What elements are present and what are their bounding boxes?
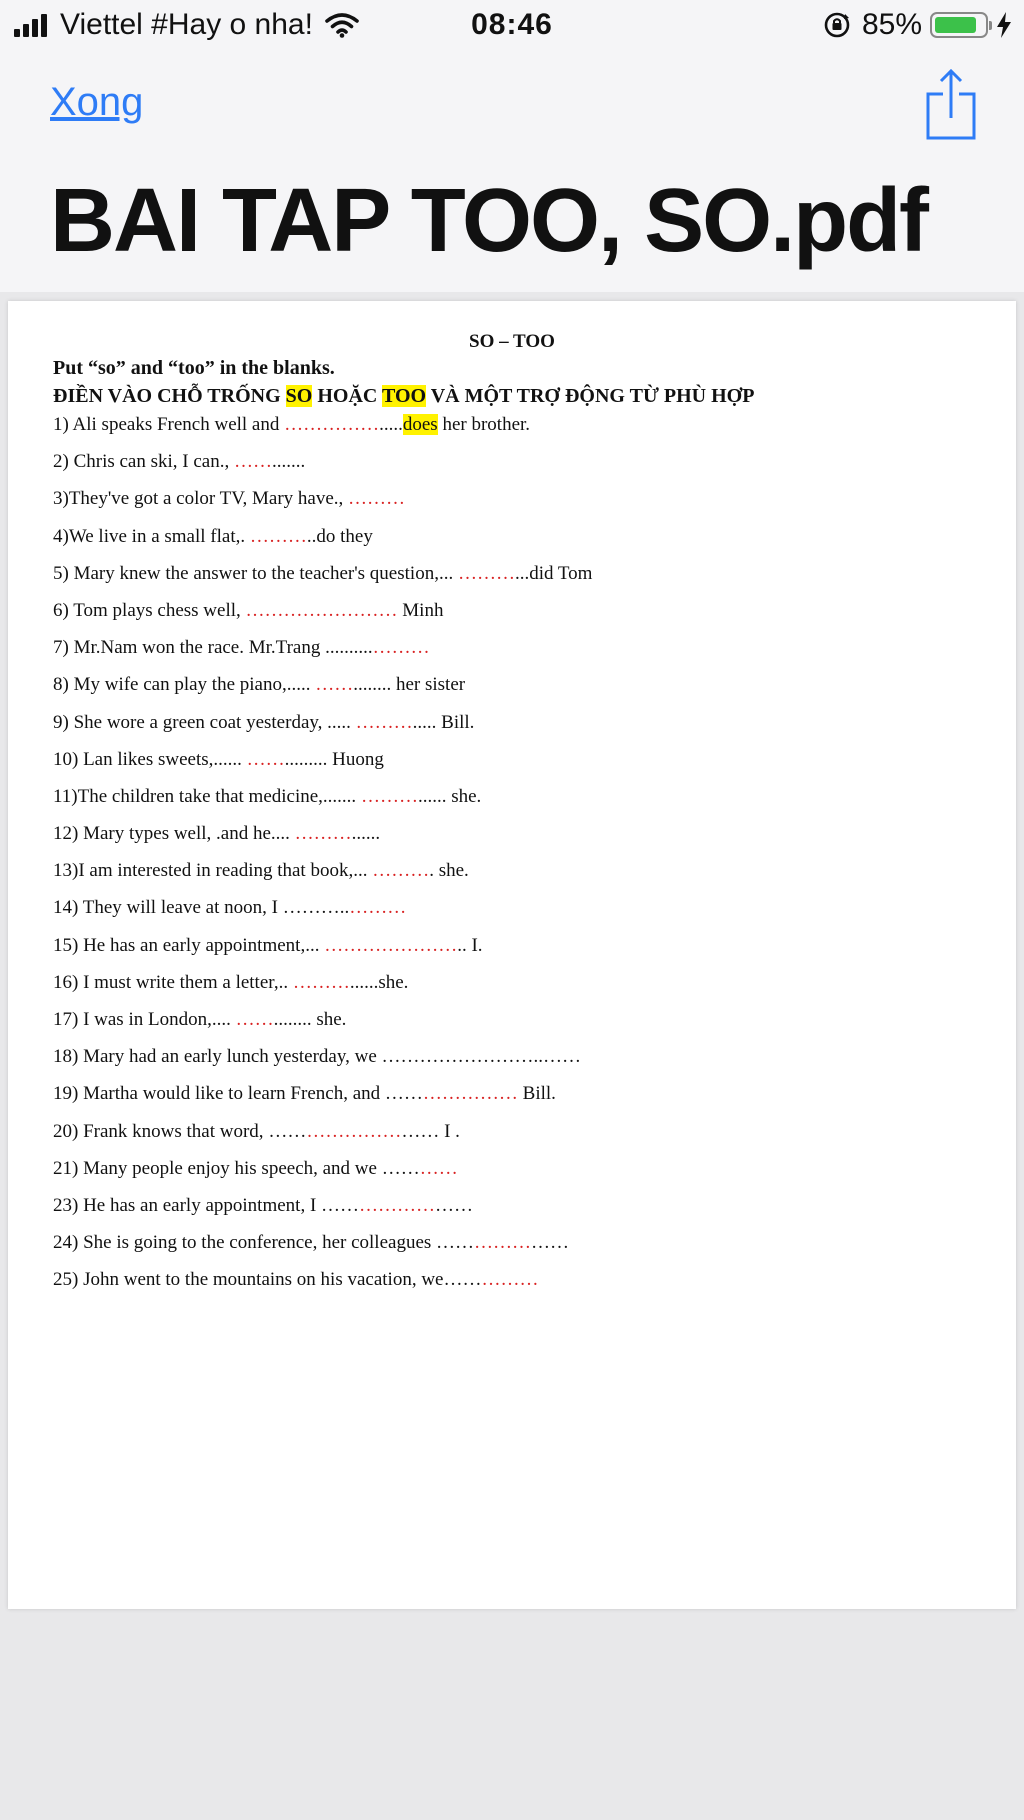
charging-bolt-icon xyxy=(996,12,1012,38)
exercise-text: 8) My wife can play the piano,..... xyxy=(53,674,316,696)
exercise-text: …… I . xyxy=(401,1120,460,1142)
exercise-line xyxy=(53,1267,592,1304)
exercise-blank: ………………… xyxy=(324,934,458,956)
worksheet-instruction-vietnamese: ĐIỀN VÀO CHỖ TRỐNG SO HOẶC TOO VÀ MỘT TRỢ ĐỘNG TỪ PHÙ HỢP xyxy=(53,385,755,407)
exercise-text: 15) He has an early appointment,... xyxy=(53,934,325,956)
exercise-text: 21) Many people enjoy his speech, and we xyxy=(53,1157,382,1179)
share-icon[interactable] xyxy=(924,68,978,140)
exercise-text: 13)I am interested in reading that book,... xyxy=(53,860,373,882)
navigation-area xyxy=(0,0,1024,292)
exercise-text: ..... Bill. xyxy=(412,711,475,733)
exercise-line xyxy=(53,784,592,821)
exercise-blank: ……… xyxy=(360,785,418,807)
exercise-text: ........ her sister xyxy=(353,674,466,696)
exercise-line xyxy=(53,672,592,709)
exercise-text: 16) I must write them a letter,.. xyxy=(53,971,293,993)
exercise-text: 20) Frank knows that word, xyxy=(53,1120,269,1142)
exercise-list xyxy=(53,412,592,1305)
exercise-text: Bill. xyxy=(517,1083,556,1105)
exercise-line xyxy=(53,449,592,486)
exercise-line xyxy=(53,598,592,635)
exercise-line xyxy=(53,561,592,598)
exercise-blank: …… xyxy=(246,748,285,770)
exercise-line xyxy=(53,710,592,747)
exercise-text: ...... xyxy=(351,823,381,845)
exercise-blank: …………… xyxy=(306,1120,402,1142)
exercise-blank: ……… xyxy=(481,1269,539,1291)
pdf-page[interactable] xyxy=(8,301,1016,1609)
exercise-text: 14) They will leave at noon, I xyxy=(53,897,283,919)
exercise-text: 17) I was in London,.... xyxy=(53,1009,236,1030)
exercise-blank: ……… xyxy=(372,860,430,882)
exercise-line xyxy=(53,1119,592,1156)
exercise-text: her brother. xyxy=(437,414,531,435)
worksheet-instruction: Put “so” and “too” in the blanks. xyxy=(53,357,335,379)
exercise-text: 25) John went to the mountains on his vacation, we xyxy=(53,1269,444,1291)
worksheet-heading: SO – TOO xyxy=(469,331,555,352)
exercise-line xyxy=(53,412,592,449)
exercise-line xyxy=(53,858,592,895)
done-button[interactable]: Xong xyxy=(50,80,144,124)
exercise-line xyxy=(53,486,592,523)
exercise-text: ..... xyxy=(379,414,403,435)
exercise-text: ......... Huong xyxy=(284,748,384,770)
battery-percent: 85% xyxy=(861,8,922,41)
exercise-blank: …… xyxy=(233,451,272,473)
exercise-text: …… xyxy=(531,1232,570,1254)
exercise-text: …… xyxy=(381,1157,420,1179)
exercise-text: 9) She wore a green coat yesterday, ..... xyxy=(53,711,356,733)
exercise-text: ......she. xyxy=(349,971,409,993)
exercise-text: ……….. xyxy=(282,897,350,919)
exercise-line xyxy=(53,1007,592,1044)
highlight-so: SO xyxy=(285,385,313,407)
exercise-text: 1) Ali speaks French well and xyxy=(53,414,285,435)
carrier-name: Viettel #Hay o nha! xyxy=(60,8,313,41)
exercise-blank: …………………… xyxy=(245,599,398,621)
exercise-text: 23) He has an early appointment, I xyxy=(53,1194,322,1216)
exercise-line xyxy=(53,1081,592,1118)
exercise-text: .. I. xyxy=(457,934,483,956)
status-bar xyxy=(0,0,1024,52)
exercise-text: 6) Tom plays chess well, xyxy=(53,599,246,621)
exercise-line xyxy=(53,933,592,970)
exercise-blank: ……… xyxy=(457,562,515,584)
exercise-blank: ……… xyxy=(349,897,407,919)
exercise-blank: …… xyxy=(235,1009,274,1030)
exercise-blank: ……… xyxy=(292,971,350,993)
exercise-text: Minh xyxy=(397,599,444,621)
exercise-answer-highlight: does xyxy=(402,414,438,435)
exercise-line xyxy=(53,895,592,932)
exercise-blank: …………… xyxy=(284,414,380,435)
exercise-text: . she. xyxy=(429,860,469,882)
exercise-blank: ……… xyxy=(348,488,406,510)
exercise-text: …… xyxy=(436,1232,475,1254)
exercise-line xyxy=(53,635,592,672)
exercise-text: …… xyxy=(384,1083,423,1105)
exercise-blank: ……… xyxy=(294,823,352,845)
document-title: BAI TAP TOO, SO.pdf xyxy=(50,171,928,271)
exercise-text: 3)They've got a color TV, Mary have., xyxy=(53,488,349,510)
exercise-blank: ……… xyxy=(249,525,307,547)
exercise-text: 19) Martha would like to learn French, and xyxy=(53,1083,385,1105)
exercise-line xyxy=(53,1230,592,1267)
battery-icon xyxy=(930,12,988,38)
exercise-text: .......... xyxy=(325,637,373,659)
highlight-too: TOO xyxy=(381,385,427,407)
exercise-line xyxy=(53,821,592,858)
exercise-line xyxy=(53,1156,592,1193)
exercise-text: 18) Mary had an early lunch yesterday, we xyxy=(53,1046,382,1068)
exercise-blank: …… xyxy=(315,674,354,696)
exercise-line xyxy=(53,524,592,561)
exercise-text: ..do they xyxy=(306,525,373,547)
exercise-text: ……………………..…… xyxy=(381,1046,582,1068)
exercise-text: ...... she. xyxy=(417,785,482,807)
exercise-text: ....... xyxy=(271,451,306,473)
exercise-text: 7) Mr.Nam won the race. Mr.Trang xyxy=(53,637,326,659)
exercise-line xyxy=(53,1044,592,1081)
exercise-text: 5) Mary knew the answer to the teacher's question,... xyxy=(53,562,458,584)
exercise-text: 4)We live in a small flat,. xyxy=(53,525,250,547)
exercise-text: ...did Tom xyxy=(514,562,593,584)
exercise-text: 10) Lan likes sweets,...... xyxy=(53,748,247,770)
exercise-line xyxy=(53,1193,592,1230)
exercise-blank: …………… xyxy=(422,1083,518,1105)
rotation-lock-icon xyxy=(822,10,852,40)
exercise-text: …… xyxy=(435,1194,474,1216)
exercise-text: 12) Mary types well, .and he.... xyxy=(53,823,295,845)
exercise-blank: ………… xyxy=(359,1194,436,1216)
exercise-text: …… xyxy=(321,1194,360,1216)
exercise-blank: ……… xyxy=(372,637,430,659)
exercise-line xyxy=(53,970,592,1007)
exercise-blank: …… xyxy=(419,1157,458,1179)
exercise-text: ........ she. xyxy=(273,1009,347,1030)
exercise-text: …… xyxy=(443,1269,482,1291)
clock: 08:46 xyxy=(471,8,553,41)
exercise-line xyxy=(53,747,592,784)
exercise-text: 11)The children take that medicine,....... xyxy=(53,785,361,807)
exercise-text: …… xyxy=(268,1120,307,1142)
exercise-text: 24) She is going to the conference, her colleagues xyxy=(53,1232,437,1254)
exercise-blank: ……… xyxy=(474,1232,532,1254)
exercise-text: 2) Chris can ski, I can., xyxy=(53,451,234,473)
exercise-blank: ……… xyxy=(355,711,413,733)
